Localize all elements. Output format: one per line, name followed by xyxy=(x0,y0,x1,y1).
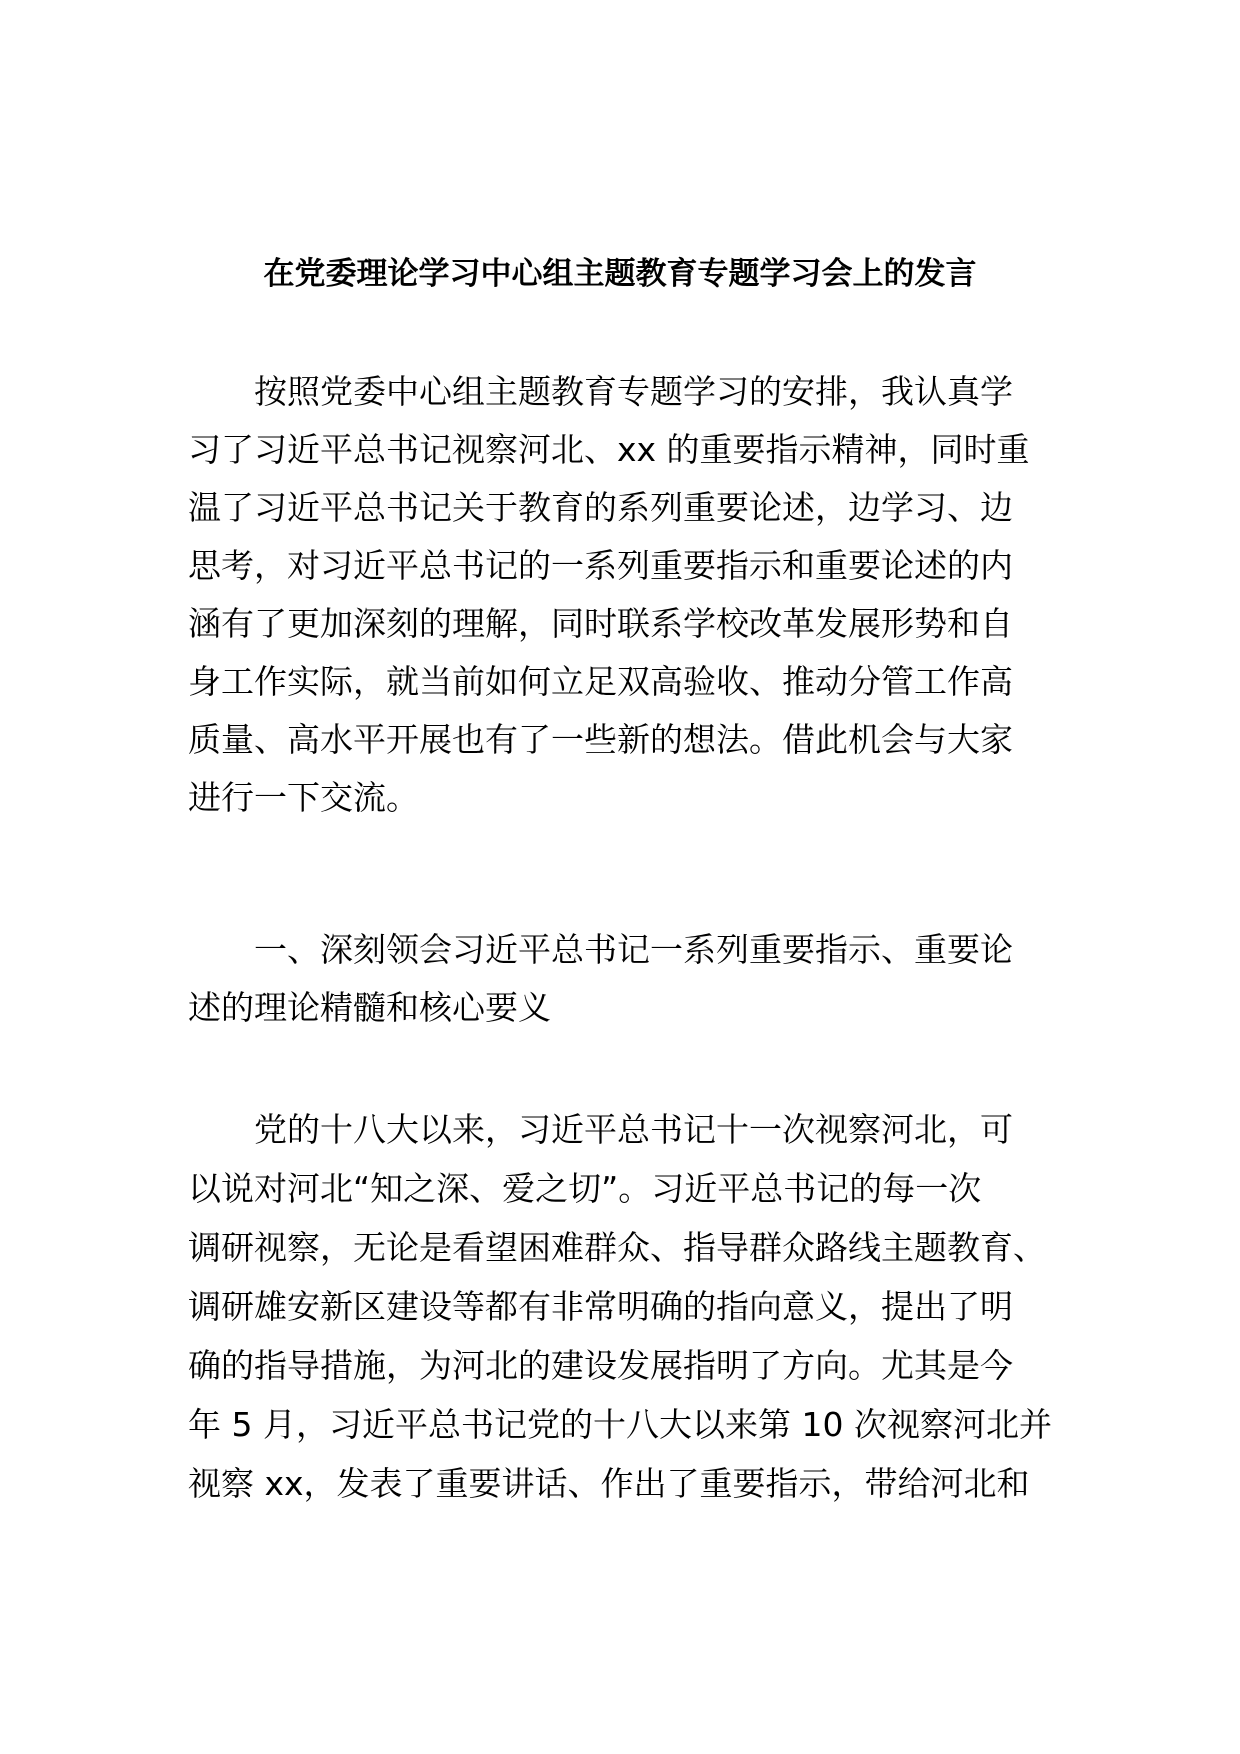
text-line: 进行一下交流。 xyxy=(188,778,419,817)
text-line: 调研视察，无论是看望困难群众、指导群众路线主题教育、 xyxy=(188,1228,1046,1267)
text-line: 思考，对习近平总书记的一系列重要指示和重要论述的内 xyxy=(188,546,1013,585)
text-line: 温了习近平总书记关于教育的系列重要论述，边学习、边 xyxy=(188,488,1013,527)
heading-line: 述的理论精髓和核心要义 xyxy=(188,988,551,1027)
text-line: 确的指导措施，为河北的建设发展指明了方向。尤其是今 xyxy=(188,1346,1013,1385)
text-line: 视察 xx，发表了重要讲话、作出了重要指示，带给河北和 xyxy=(188,1464,1030,1503)
text-line: 习了习近平总书记视察河北、xx 的重要指示精神，同时重 xyxy=(188,430,1030,469)
heading-line: 一、深刻领会习近平总书记一系列重要指示、重要论 xyxy=(188,930,1013,969)
text-line: 以说对河北“知之深、爱之切”。习近平总书记的每一次 xyxy=(188,1169,982,1208)
text-line: 涵有了更加深刻的理解，同时联系学校改革发展形势和自 xyxy=(188,604,1013,643)
text-line: 质量、高水平开展也有了一些新的想法。借此机会与大家 xyxy=(188,720,1013,759)
text-line: 按照党委中心组主题教育专题学习的安排，我认真学 xyxy=(188,372,1013,411)
document-title: 在党委理论学习中心组主题教育专题学习会上的发言 xyxy=(263,256,977,292)
text-line: 年 5 月，习近平总书记党的十八大以来第 10 次视察河北并 xyxy=(188,1405,1052,1444)
text-line: 党的十八大以来，习近平总书记十一次视察河北，可 xyxy=(188,1110,1013,1149)
text-line: 调研雄安新区建设等都有非常明确的指向意义，提出了明 xyxy=(188,1287,1013,1326)
text-line: 身工作实际，就当前如何立足双高验收、推动分管工作高 xyxy=(188,662,1013,701)
